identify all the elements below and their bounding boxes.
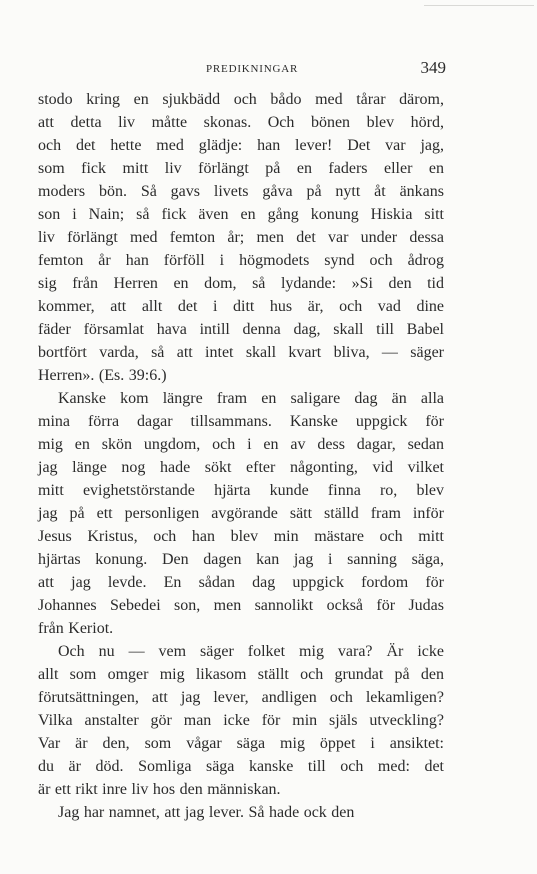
- text-line: och det hette med glädje: han lever! Det var jag,: [38, 137, 444, 154]
- text-line: femton år han förföll i högmodets synd och ådrog: [38, 252, 444, 269]
- text-line: Var är den, som vågar säga mig öppet i ansiktet:: [38, 735, 444, 752]
- text-line: mina förra dagar tillsammans. Kanske uppgick för: [38, 413, 444, 430]
- paragraph: [38, 88, 444, 387]
- text-line: du är död. Somliga säga kanske till och med: det: [38, 758, 444, 775]
- text-line: moders bön. Så gavs livets gåva på nytt åt änkans: [38, 183, 444, 200]
- text-line: fäder församlat hava intill denna dag, skall till Babel: [38, 321, 444, 338]
- text-line: kommer, att allt det i ditt hus är, och vad dine: [38, 298, 444, 315]
- paragraph: [38, 801, 444, 824]
- text-line: son i Nain; så fick även en gång konung Hiskia sitt: [38, 206, 444, 223]
- text-line: mig en skön ungdom, och i en av dess dagar, sedan: [38, 436, 444, 453]
- text-line: Kanske kom längre fram en saligare dag än alla: [58, 390, 444, 407]
- scan-edge-line: [424, 5, 534, 6]
- text-line: hjärtas konung. Den dagen kan jag i sanning säga,: [38, 551, 444, 568]
- body-text: [38, 88, 444, 824]
- text-line: liv förlängt med femton år; men det var under dessa: [38, 229, 444, 246]
- text-line: Herren». (Es. 39:6.): [38, 367, 167, 384]
- text-line: Jesus Kristus, och han blev min mästare och mitt: [38, 528, 444, 545]
- text-line: som fick mitt liv förlängt på en faders eller en: [38, 160, 444, 177]
- text-line: Johannes Sebedei son, men sannolikt också för Judas: [38, 597, 444, 614]
- text-line: Jag har namnet, att jag lever. Så hade ock den: [58, 804, 355, 821]
- text-line: från Keriot.: [38, 620, 114, 637]
- text-line: jag på ett personligen avgörande sätt ställd fram inför: [38, 505, 444, 522]
- page-number: 349: [420, 58, 446, 77]
- text-line: Och nu — vem säger folket mig vara? Är icke: [58, 643, 444, 660]
- running-head: PREDIKNINGAR: [206, 63, 299, 75]
- text-line: mitt evighetstörstande hjärta kunde finna ro, blev: [38, 482, 444, 499]
- text-line: är ett rikt inre liv hos den människan.: [38, 781, 281, 798]
- text-line: stodo kring en sjukbädd och bådo med tårar därom,: [38, 91, 444, 108]
- text-line: Vilka anstalter gör man icke för min själs utveckling?: [38, 712, 444, 729]
- paragraph: [38, 387, 444, 640]
- text-line: allt som omger mig likasom ställt och grundat på den: [38, 666, 444, 683]
- text-line: att detta liv måtte skonas. Och bönen blev hörd,: [38, 114, 444, 131]
- page-header: [38, 58, 446, 82]
- text-line: bortfört varda, så att intet skall kvart bliva, — säger: [38, 344, 444, 361]
- text-line: jag länge nog hade sökt efter någonting, vid vilket: [38, 459, 444, 476]
- text-line: sig från Herren en dom, så lydande: »Si den tid: [38, 275, 444, 292]
- paragraph: [38, 640, 444, 801]
- text-line: förutsättningen, att jag lever, andligen och lekamligen?: [38, 689, 444, 706]
- text-line: att jag levde. En sådan dag uppgick fordom för: [38, 574, 444, 591]
